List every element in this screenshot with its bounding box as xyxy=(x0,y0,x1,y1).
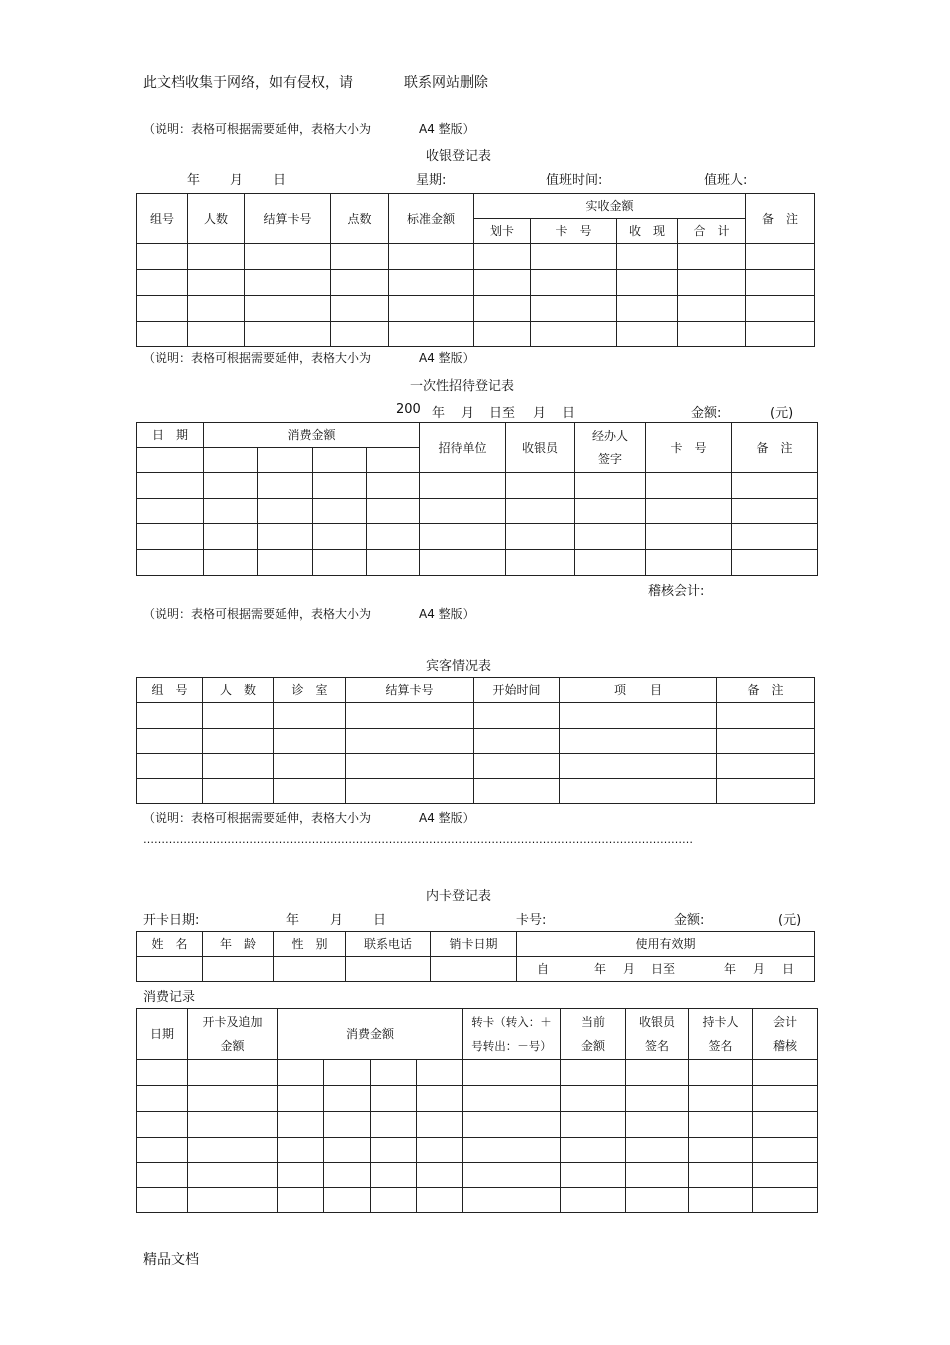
note-text: （说明：表格可根据需要延伸，表格大小为 xyxy=(143,351,372,365)
t5-h-open-2: 金额 xyxy=(220,1039,245,1053)
t2-amount: 金额: xyxy=(691,406,722,421)
t1-s-cardno: 卡 号 xyxy=(531,219,617,244)
t2-day2: 日 xyxy=(562,406,576,421)
t2-h-handler-1: 经办人 xyxy=(592,428,629,443)
t4-v-from: 自 xyxy=(537,962,550,976)
t3-h-start: 开始时间 xyxy=(474,678,560,703)
t4-v-day2: 日 xyxy=(782,962,795,976)
t1-month: 月 xyxy=(230,173,244,188)
table2-title: 一次性招待登记表 xyxy=(410,379,515,394)
t3-h-people: 人 数 xyxy=(203,678,274,703)
t1-year: 年 xyxy=(187,173,201,188)
t2-h-date: 日 期 xyxy=(137,423,204,448)
t5-h-cur xyxy=(561,1009,626,1060)
t2-h-handler-2: 签字 xyxy=(598,451,623,466)
t2-h-cardno: 卡 号 xyxy=(646,423,732,473)
footer-text: 精品文档 xyxy=(143,1252,199,1268)
header-text-2: 联系网站删除 xyxy=(404,75,488,91)
table-row xyxy=(137,754,815,779)
t4-h-valid: 使用有效期 xyxy=(517,932,815,957)
table-row xyxy=(137,703,815,729)
table-row xyxy=(137,1138,818,1163)
table-row xyxy=(137,779,815,804)
t5-h-transfer-2: 号转出：－号） xyxy=(471,1039,552,1053)
t5-h-acct xyxy=(753,1009,818,1060)
t3-h-group: 组 号 xyxy=(137,678,203,703)
t4-h-phone: 联系电话 xyxy=(346,932,431,957)
t4-v-dayto: 日至 xyxy=(651,962,676,976)
note-text: （说明：表格可根据需要延伸，表格大小为 xyxy=(143,811,372,825)
t3-h-remark: 备 注 xyxy=(717,678,815,703)
note-text-a4: A4 整版） xyxy=(419,351,475,365)
t5-h-consume: 消费金额 xyxy=(278,1009,463,1060)
t4-h-age: 年 龄 xyxy=(203,932,274,957)
t5-section: 消费记录 xyxy=(143,990,196,1005)
t2-h-cashier: 收银员 xyxy=(506,423,575,473)
t1-s-swipe: 划卡 xyxy=(474,219,531,244)
t4-h-gender: 性 别 xyxy=(274,932,346,957)
t5-h-cashier xyxy=(626,1009,689,1060)
table1-title: 收银登记表 xyxy=(426,149,492,164)
t4-year: 年 xyxy=(286,913,300,928)
t2-day-to: 日至 xyxy=(489,406,516,421)
t5-h-acct-1: 会计 xyxy=(773,1015,798,1029)
table-row xyxy=(137,499,818,524)
note-text: （说明：表格可根据需要延伸，表格大小为 xyxy=(143,122,372,136)
t5-h-holder xyxy=(689,1009,753,1060)
t5-h-date: 日期 xyxy=(137,1009,188,1060)
t2-month2: 月 xyxy=(533,406,547,421)
t5-h-cashier-1: 收银员 xyxy=(639,1015,676,1029)
t2-year: 年 xyxy=(432,406,446,421)
table3-title: 宾客情况表 xyxy=(426,659,492,674)
consumption-record-table xyxy=(136,1008,818,1213)
t1-h-people: 人数 xyxy=(188,194,245,244)
t1-h-points: 点数 xyxy=(331,194,389,244)
t5-h-transfer xyxy=(463,1009,561,1060)
t4-cardno: 卡号: xyxy=(516,913,547,928)
t1-week: 星期: xyxy=(416,173,447,188)
t3-h-room: 诊 室 xyxy=(274,678,346,703)
t4-h-cancel: 销卡日期 xyxy=(431,932,517,957)
table-row xyxy=(137,322,815,347)
t1-h-card: 结算卡号 xyxy=(245,194,331,244)
t3-h-card: 结算卡号 xyxy=(346,678,474,703)
table-row xyxy=(137,1163,818,1188)
t5-h-holder-1: 持卡人 xyxy=(702,1015,739,1029)
table-row xyxy=(137,1086,818,1112)
t4-v-year2: 年 xyxy=(724,962,737,976)
table4-title: 内卡登记表 xyxy=(426,889,492,904)
table-row xyxy=(137,524,818,550)
table-row xyxy=(137,244,815,270)
t1-s-cash: 收 现 xyxy=(617,219,678,244)
t2-h-remark: 备 注 xyxy=(732,423,818,473)
t1-h-remark: 备 注 xyxy=(746,194,815,244)
dotted-separator: …………………………………………………………………………………………………………………………………… xyxy=(143,833,693,846)
t4-valid-range xyxy=(517,957,815,982)
table-row xyxy=(137,296,815,322)
table-row xyxy=(137,1060,818,1086)
table-row xyxy=(137,473,818,499)
t1-h-group: 组号 xyxy=(137,194,188,244)
hospitality-register-table xyxy=(136,422,818,576)
t1-duty-person: 值班人: xyxy=(704,173,748,188)
t5-h-cashier-2: 签名 xyxy=(645,1039,670,1053)
t2-unit: (元) xyxy=(770,406,794,421)
t4-month: 月 xyxy=(330,913,344,928)
t1-duty-time: 值班时间: xyxy=(546,173,603,188)
t1-s-total: 合 计 xyxy=(678,219,746,244)
t4-open-date: 开卡日期: xyxy=(143,913,200,928)
cashier-register-table xyxy=(136,193,815,347)
table-row xyxy=(137,729,815,754)
t5-h-cur-1: 当前 xyxy=(581,1015,606,1029)
internal-card-table xyxy=(136,931,815,982)
note-text-a4: A4 整版） xyxy=(419,811,475,825)
t4-unit: (元) xyxy=(778,913,802,928)
note-text-a4: A4 整版） xyxy=(419,607,475,621)
table-row xyxy=(137,550,818,576)
t5-h-acct-2: 稽核 xyxy=(773,1039,798,1053)
t2-audit: 稽核会计: xyxy=(648,584,705,599)
table-row xyxy=(137,1188,818,1213)
t2-h-consume: 消费金额 xyxy=(204,423,420,448)
t2-month: 月 xyxy=(461,406,475,421)
header-text: 此文档收集于网络，如有侵权，请 xyxy=(143,75,353,91)
t2-h-handler xyxy=(575,423,646,473)
t4-day: 日 xyxy=(373,913,387,928)
t1-h-std: 标准金额 xyxy=(389,194,474,244)
t4-amount: 金额: xyxy=(674,913,705,928)
t4-v-year: 年 xyxy=(594,962,607,976)
t1-day: 日 xyxy=(273,173,287,188)
t5-h-open xyxy=(188,1009,278,1060)
t5-h-transfer-1: 转卡（转入：＋ xyxy=(471,1015,552,1029)
note-text: （说明：表格可根据需要延伸，表格大小为 xyxy=(143,607,372,621)
t5-h-cur-2: 金额 xyxy=(581,1039,606,1053)
t3-h-item: 项 目 xyxy=(560,678,717,703)
t5-h-open-1: 开卡及追加 xyxy=(202,1015,263,1029)
t4-h-name: 姓 名 xyxy=(137,932,203,957)
t1-h-actual: 实收金额 xyxy=(474,194,746,219)
t2-h-unit: 招待单位 xyxy=(420,423,506,473)
guest-status-table xyxy=(136,677,815,804)
t4-v-month: 月 xyxy=(623,962,636,976)
t4-v-month2: 月 xyxy=(753,962,766,976)
note-text-a4: A4 整版） xyxy=(419,122,475,136)
t5-h-holder-2: 签名 xyxy=(708,1039,733,1053)
table-row xyxy=(137,270,815,296)
t2-year-prefix: 200 xyxy=(396,402,421,417)
table-row xyxy=(137,1112,818,1138)
